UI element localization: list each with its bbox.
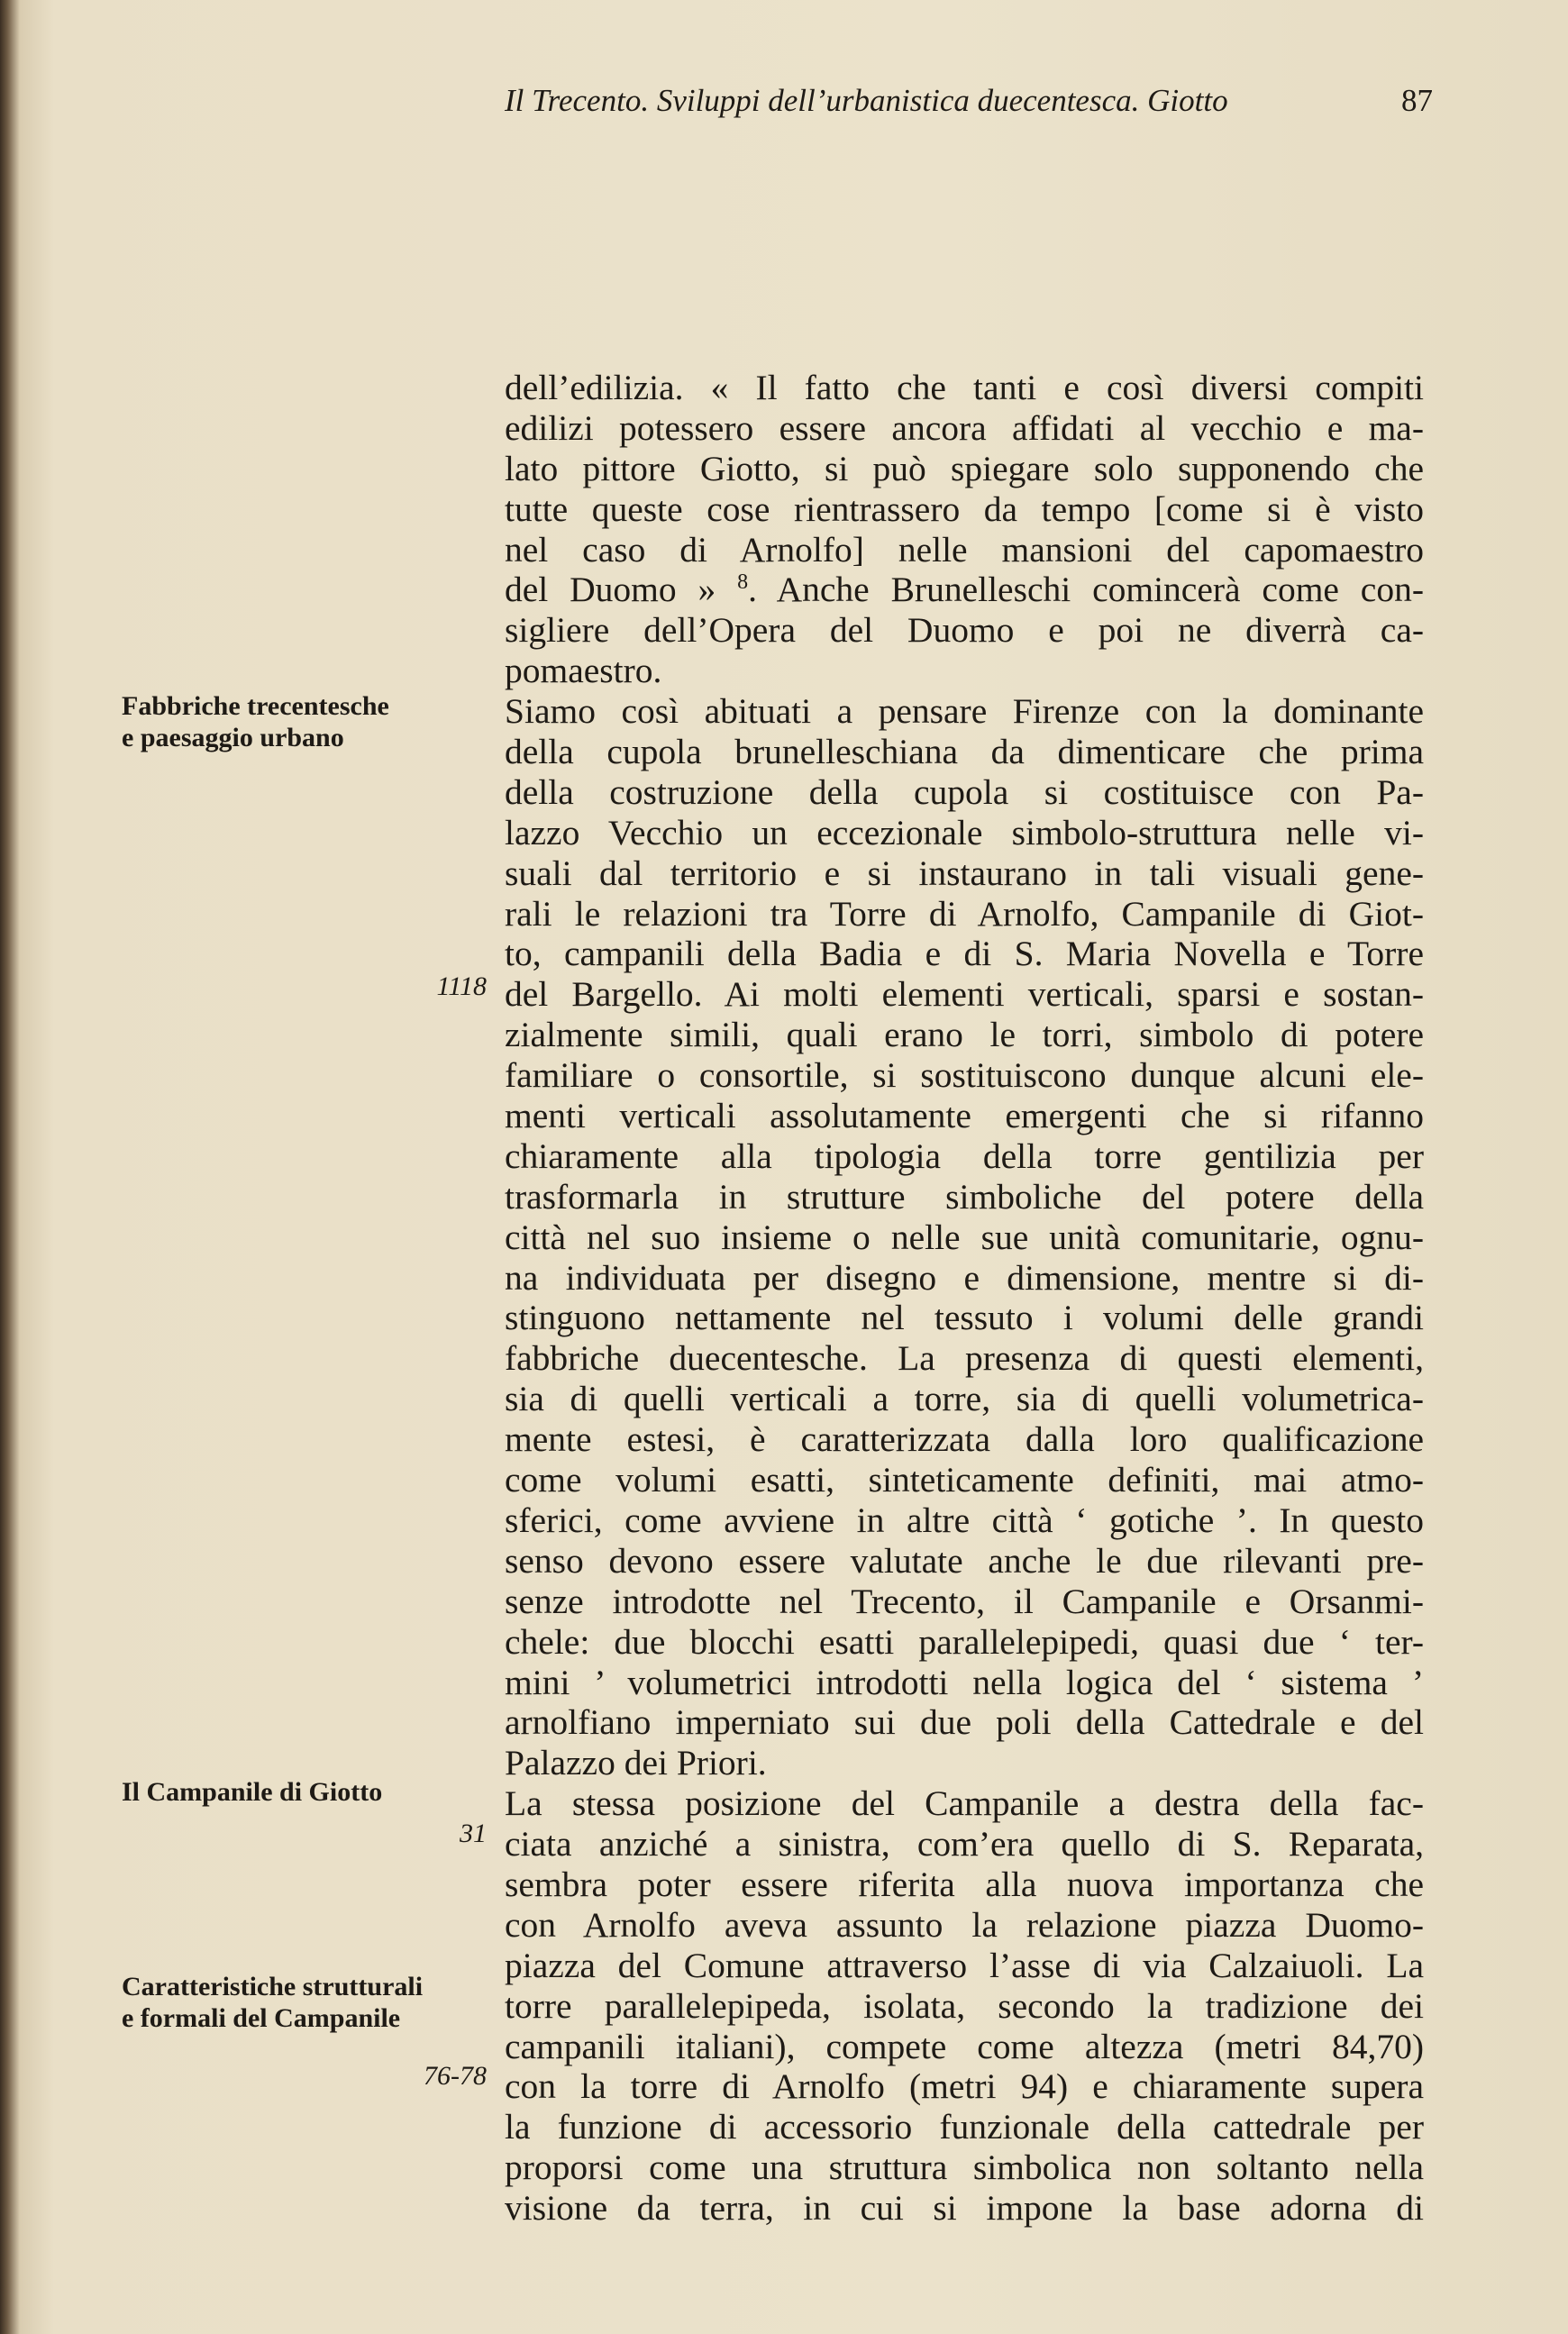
text-line: lato pittore Giotto, si può spiegare solo supponendo che <box>505 448 1424 488</box>
text-line: della cupola brunelleschiana da dimenticare che prima <box>505 732 1424 772</box>
text-line: trasformarla in strutture simboliche del potere della <box>505 1176 1424 1217</box>
text-line: suali dal territorio e si instaurano in tali visuali gene- <box>505 852 1424 893</box>
text-line: Palazzo dei Priori. <box>505 1743 767 1783</box>
sidenote-caratteristiche <box>122 1971 491 2034</box>
sidenote-line: Il Campanile di Giotto <box>122 1777 383 1807</box>
text-line: stinguono nettamente nel tessuto i volumi delle grandi <box>505 1298 1424 1338</box>
text-line: con Arnolfo aveva assunto la relazione piazza Duomo- <box>505 1904 1424 1945</box>
chapter-title: Il Trecento. Sviluppi dell’urbanistica duecentesca. Giotto <box>505 83 1228 118</box>
text-line: campanili italiani), compete come altezza (metri 84,70) <box>505 2026 1424 2066</box>
text-line: come volumi esatti, sinteticamente definiti, mai atmo- <box>505 1460 1424 1500</box>
text-line: la funzione di accessorio funzionale della cattedrale per <box>505 2107 1424 2147</box>
text-line: na individuata per disegno e dimensione, mentre si di- <box>505 1257 1424 1298</box>
text-line: del Bargello. Ai molti elementi verticali, sparsi e sostan- <box>505 974 1424 1015</box>
sidenote-line: Fabbriche trecentesche <box>122 691 389 721</box>
text-line: dell’edilizia. « Il fatto che tanti e così diversi compiti <box>505 368 1424 407</box>
text-line: della costruzione della cupola si costituisce con Pa- <box>505 771 1424 812</box>
text-line-with-footnote <box>505 570 1424 610</box>
sidenote-line: Caratteristiche strutturali <box>122 1972 424 2001</box>
text-line: ciata anziché a sinistra, com’era quello di S. Reparata, <box>505 1824 1424 1864</box>
text-line: mini ’ volumetrici introdotti nella logica del ‘ sistema ’ <box>505 1662 1424 1702</box>
footnote-marker: 8 <box>737 570 749 595</box>
text-line: familiare o consortile, si sostituiscono dunque alcuni ele- <box>505 1055 1424 1096</box>
text-line: Siamo così abituati a pensare Firenze con la dominante <box>505 691 1424 732</box>
text-line: piazza del Comune attraverso l’asse di via Calzaiuoli. La <box>505 1945 1424 1985</box>
text-line: lazzo Vecchio un eccezionale simbolo-struttura nelle vi- <box>505 812 1424 852</box>
text-line: visione da terra, in cui si impone la base adorna di <box>505 2188 1424 2229</box>
text-line: pomaestro. <box>505 651 662 691</box>
text-line: arnolfiano imperniato sui due poli della Cattedrale e del <box>505 1702 1424 1743</box>
text-line: edilizi potessero essere ancora affidati al vecchio e ma- <box>505 407 1424 448</box>
sidenote-fabbriche <box>122 690 487 753</box>
text-line: menti verticali assolutamente emergenti che si rifanno <box>505 1096 1424 1136</box>
text-line: senso devono essere valutate anche le due rilevanti pre- <box>505 1540 1424 1581</box>
main-text <box>505 368 1424 2229</box>
figure-ref-31: 31 <box>460 1819 487 1848</box>
text-line: to, campanili della Badia e di S. Maria Novella e Torre <box>505 934 1424 974</box>
text-line: chiaramente alla tipologia della torre gentilizia per <box>505 1135 1424 1176</box>
text-line: mente estesi, è caratterizzata dalla loro qualificazione <box>505 1419 1424 1460</box>
text-segment: . Anche Brunelleschi comincerà come con- <box>748 570 1424 610</box>
text-line: torre parallelepipeda, isolata, secondo la tradizione dei <box>505 1985 1424 2026</box>
sidenote-campanile <box>122 1776 487 1808</box>
text-line: sferici, come avviene in altre città ‘ gotiche ’. In questo <box>505 1500 1424 1540</box>
text-line: rali le relazioni tra Torre di Arnolfo, Campanile di Giot- <box>505 893 1424 934</box>
text-line: zialmente simili, quali erano le torri, simbolo di potere <box>505 1015 1424 1055</box>
text-line: fabbriche duecentesche. La presenza di questi elementi, <box>505 1338 1424 1379</box>
sidenote-line: e paesaggio urbano <box>122 723 344 752</box>
sidenote-line: e formali del Campanile <box>122 2003 401 2033</box>
text-line: città nel suo insieme o nelle sue unità comunitarie, ognu- <box>505 1217 1424 1257</box>
text-line: senze introdotte nel Trecento, il Campanile e Orsanmi- <box>505 1581 1424 1621</box>
text-line: sembra poter essere riferita alla nuova importanza che <box>505 1864 1424 1904</box>
figure-ref-1118: 1118 <box>436 971 487 1001</box>
text-line: sia di quelli verticali a torre, sia di quelli volumetrica- <box>505 1379 1424 1419</box>
text-line: chele: due blocchi esatti parallelepipedi, quasi due ‘ ter- <box>505 1621 1424 1662</box>
text-line: con la torre di Arnolfo (metri 94) e chiaramente supera <box>505 2066 1424 2107</box>
running-head <box>505 83 1433 119</box>
text-line: sigliere dell’Opera del Duomo e poi ne diverrà ca- <box>505 610 1424 651</box>
text-line: nel caso di Arnolfo] nelle mansioni del capomaestro <box>505 529 1424 570</box>
text-line: tutte queste cose rientrassero da tempo [come si è visto <box>505 488 1424 529</box>
figure-ref-76-78: 76-78 <box>424 2061 487 2091</box>
text-line: proporsi come una struttura simbolica non soltanto nella <box>505 2147 1424 2188</box>
page-number: 87 <box>1401 83 1433 118</box>
text-segment: del Duomo » <box>505 570 738 610</box>
text-line: La stessa posizione del Campanile a destra della fac- <box>505 1783 1424 1824</box>
